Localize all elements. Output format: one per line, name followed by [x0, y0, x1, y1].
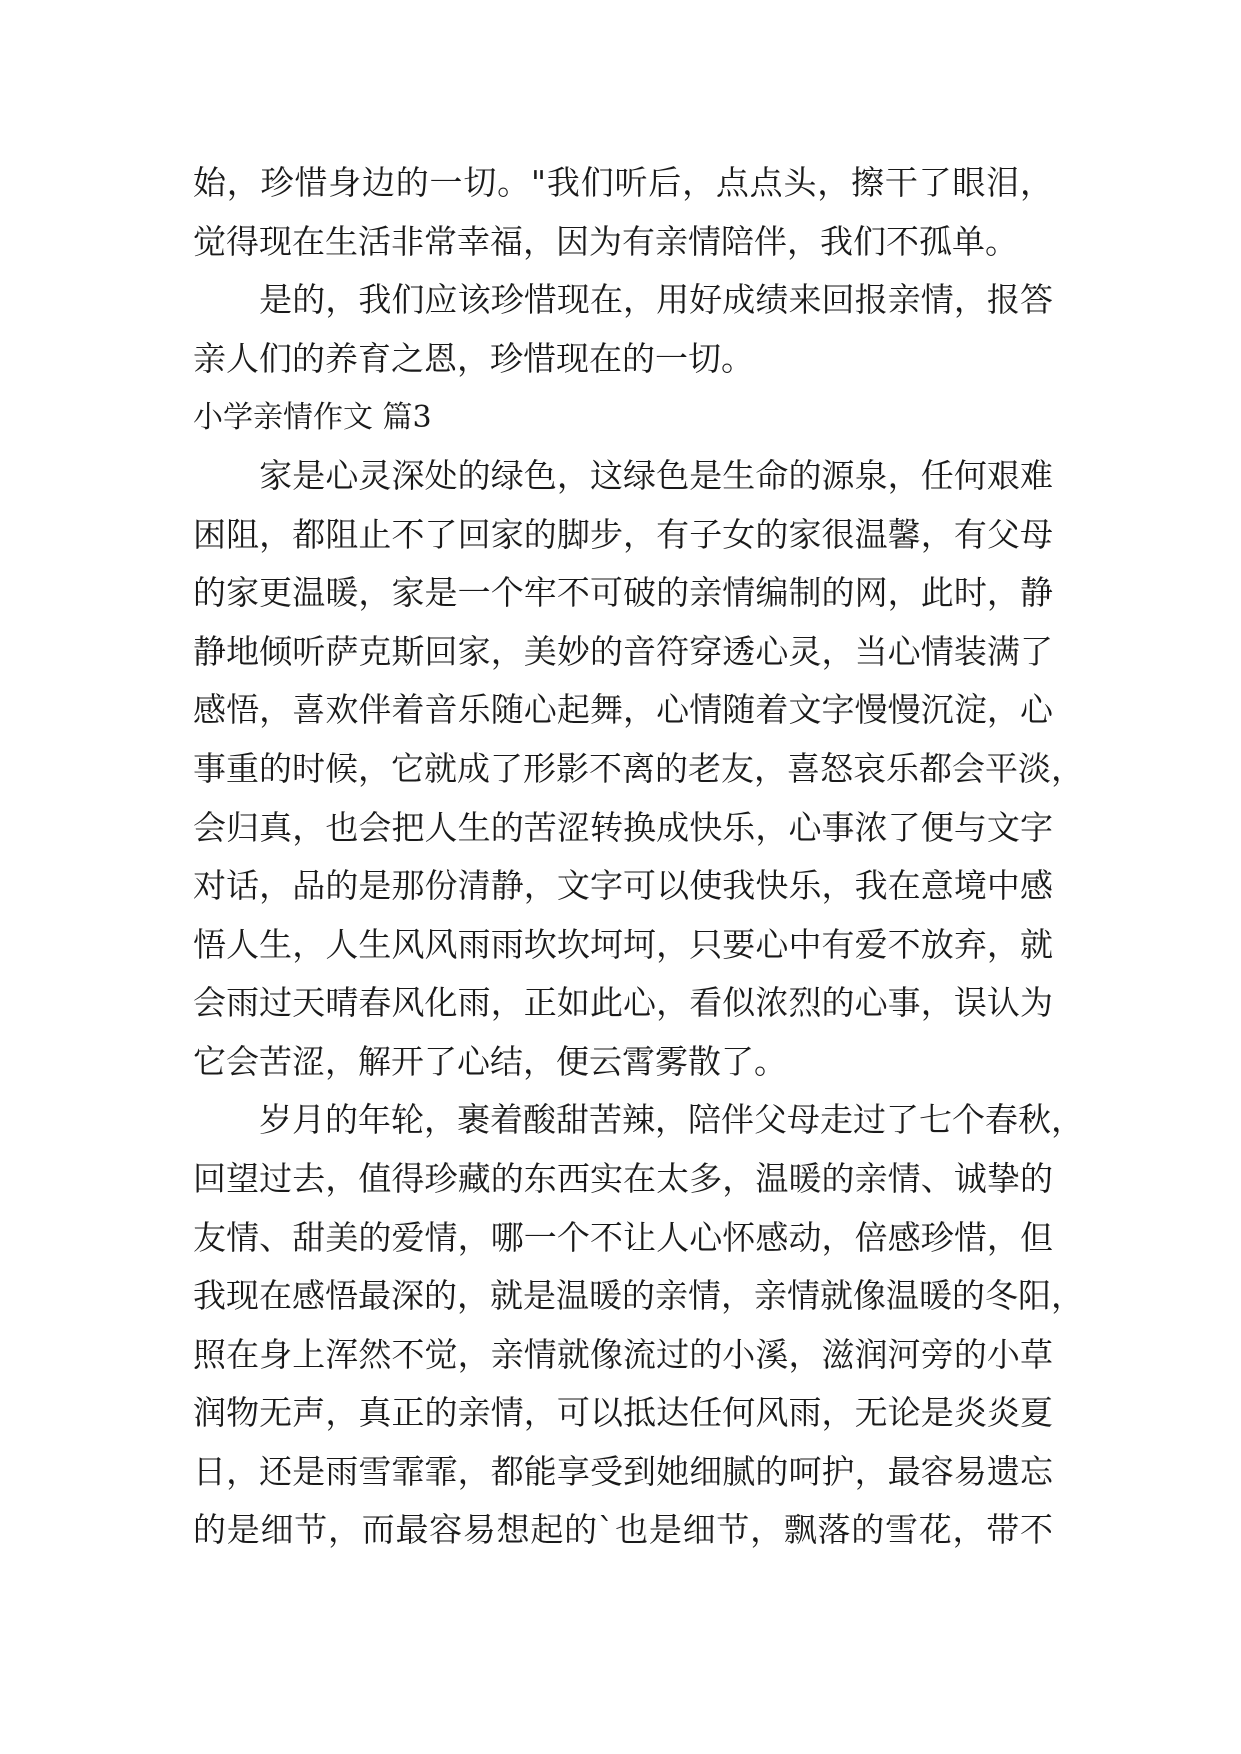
text-line: 润物无声，真正的亲情，可以抵达任何风雨，无论是炎炎夏: [193, 1393, 1053, 1432]
text-line: 始，珍惜身边的一切。"我们听后，点点头，擦干了眼泪，: [193, 163, 1053, 202]
text-line: 静地倾听萨克斯回家，美妙的音符穿透心灵，当心情装满了: [193, 632, 1053, 671]
text-line: 日，还是雨雪霏霏，都能享受到她细腻的呵护，最容易遗忘: [193, 1452, 1053, 1491]
text-line: 感悟，喜欢伴着音乐随心起舞，心情随着文字慢慢沉淀，心: [193, 690, 1053, 729]
text-line: 它会苦涩，解开了心结，便云霄雾散了。: [193, 1042, 787, 1081]
text-line: 我现在感悟最深的，就是温暖的亲情，亲情就像温暖的冬阳，: [193, 1276, 1084, 1315]
text-line: 的是细节，而最容易想起的`也是细节，飘落的雪花，带不: [193, 1510, 1053, 1549]
text-line: 的家更温暖，家是一个牢不可破的亲情编制的网，此时，静: [193, 573, 1053, 612]
text-line: 岁月的年轮，裹着酸甜苦辣，陪伴父母走过了七个春秋，: [193, 1100, 1084, 1139]
text-line: 困阻，都阻止不了回家的脚步，有子女的家很温馨，有父母: [193, 515, 1053, 554]
text-line: 照在身上浑然不觉，亲情就像流过的小溪，滋润河旁的小草: [193, 1335, 1053, 1374]
text-line: 会归真，也会把人生的苦涩转换成快乐，心事浓了便与文字: [193, 808, 1053, 847]
text-line: 会雨过天晴春风化雨，正如此心，看似浓烈的心事，误认为: [193, 983, 1053, 1022]
text-line: 亲人们的养育之恩，珍惜现在的一切。: [193, 339, 754, 378]
text-line: 家是心灵深处的绿色，这绿色是生命的源泉，任何艰难: [193, 456, 1053, 495]
text-line: 是的，我们应该珍惜现在，用好成绩来回报亲情，报答: [193, 280, 1053, 319]
text-line: 友情、甜美的爱情，哪一个不让人心怀感动，倍感珍惜，但: [193, 1218, 1053, 1257]
section-heading: 小学亲情作文 篇3: [193, 400, 432, 435]
text-line: 悟人生，人生风风雨雨坎坎坷坷，只要心中有爱不放弃，就: [193, 925, 1053, 964]
text-line: 事重的时候，它就成了形影不离的老友，喜怒哀乐都会平淡，: [193, 749, 1084, 788]
text-line: 觉得现在生活非常幸福，因为有亲情陪伴，我们不孤单。: [193, 222, 1018, 261]
text-line: 回望过去，值得珍藏的东西实在太多，温暖的亲情、诚挚的: [193, 1159, 1053, 1198]
text-line: 对话，品的是那份清静，文字可以使我快乐，我在意境中感: [193, 866, 1053, 905]
